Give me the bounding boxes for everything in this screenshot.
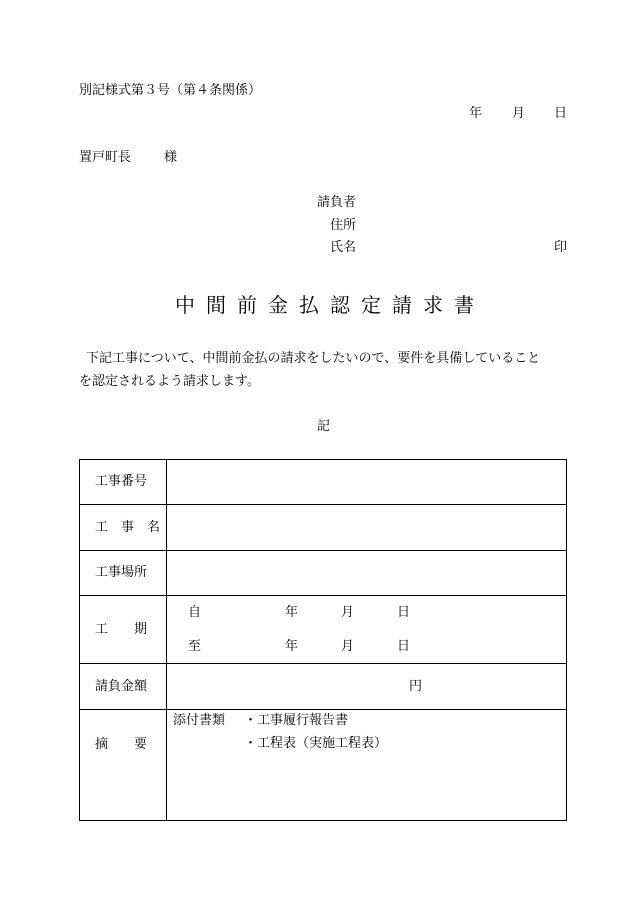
row-project-name [80, 505, 567, 551]
form-table [79, 459, 567, 821]
address-label: 住所 [330, 218, 357, 233]
period-to-label: 至 [188, 639, 202, 654]
name-label: 氏名 [330, 240, 357, 255]
row-project-period [80, 596, 567, 664]
contract-amount-label: 請負金額 [95, 679, 148, 694]
summary-label: 摘 要 [95, 737, 148, 752]
body-line-1: 下記工事について、中間前金払の請求をしたいので、要件を具備していること [86, 351, 541, 366]
contract-amount-label-cell [80, 664, 167, 710]
period-from-year: 年 [285, 605, 299, 620]
recipient-name: 置戸町長 [79, 150, 132, 165]
project-name-value[interactable] [167, 505, 567, 551]
project-number-label-cell [80, 460, 167, 505]
date-month-label: 月 [512, 106, 526, 121]
form-reference: 別記様式第３号（第４条関係） [79, 83, 262, 98]
summary-label-cell [80, 710, 167, 821]
project-period-label: 工 期 [95, 622, 148, 637]
period-to-day: 日 [397, 639, 411, 654]
project-place-label-cell [80, 551, 167, 596]
period-to-month: 月 [341, 639, 355, 654]
seal-mark: 印 [554, 240, 568, 255]
project-period-label-cell [80, 596, 167, 664]
period-to-year: 年 [285, 639, 299, 654]
body-line-2: を認定されるよう請求します。 [79, 374, 260, 389]
attachment-item-2: ・工程表（実施工程表） [244, 736, 388, 751]
contractor-label: 請負者 [317, 195, 357, 210]
project-name-label-cell [80, 505, 167, 551]
row-project-number [80, 460, 567, 505]
project-place-label: 工事場所 [95, 565, 148, 580]
project-number-label: 工事番号 [95, 474, 148, 489]
period-from-day: 日 [397, 605, 411, 620]
project-number-value[interactable] [167, 460, 567, 505]
date-day-label: 日 [554, 106, 568, 121]
recipient-honorific: 様 [164, 150, 178, 165]
row-project-place [80, 551, 567, 596]
project-place-value[interactable] [167, 551, 567, 596]
project-period-value[interactable] [167, 596, 567, 664]
yen-unit: 円 [409, 679, 423, 694]
date-year-label: 年 [469, 106, 483, 121]
period-from-label: 自 [188, 605, 202, 620]
project-name-label: 工 事 名 [95, 520, 161, 535]
contract-amount-value[interactable] [167, 664, 567, 710]
period-from-month: 月 [341, 605, 355, 620]
row-summary [80, 710, 567, 821]
attachments-label: 添付書類 [173, 713, 226, 728]
document-title: 中間前金払認定請求書 [175, 293, 485, 317]
summary-value[interactable] [167, 710, 567, 821]
ki-heading: 記 [317, 419, 331, 434]
row-contract-amount [80, 664, 567, 710]
attachment-item-1: ・工事履行報告書 [244, 713, 349, 728]
